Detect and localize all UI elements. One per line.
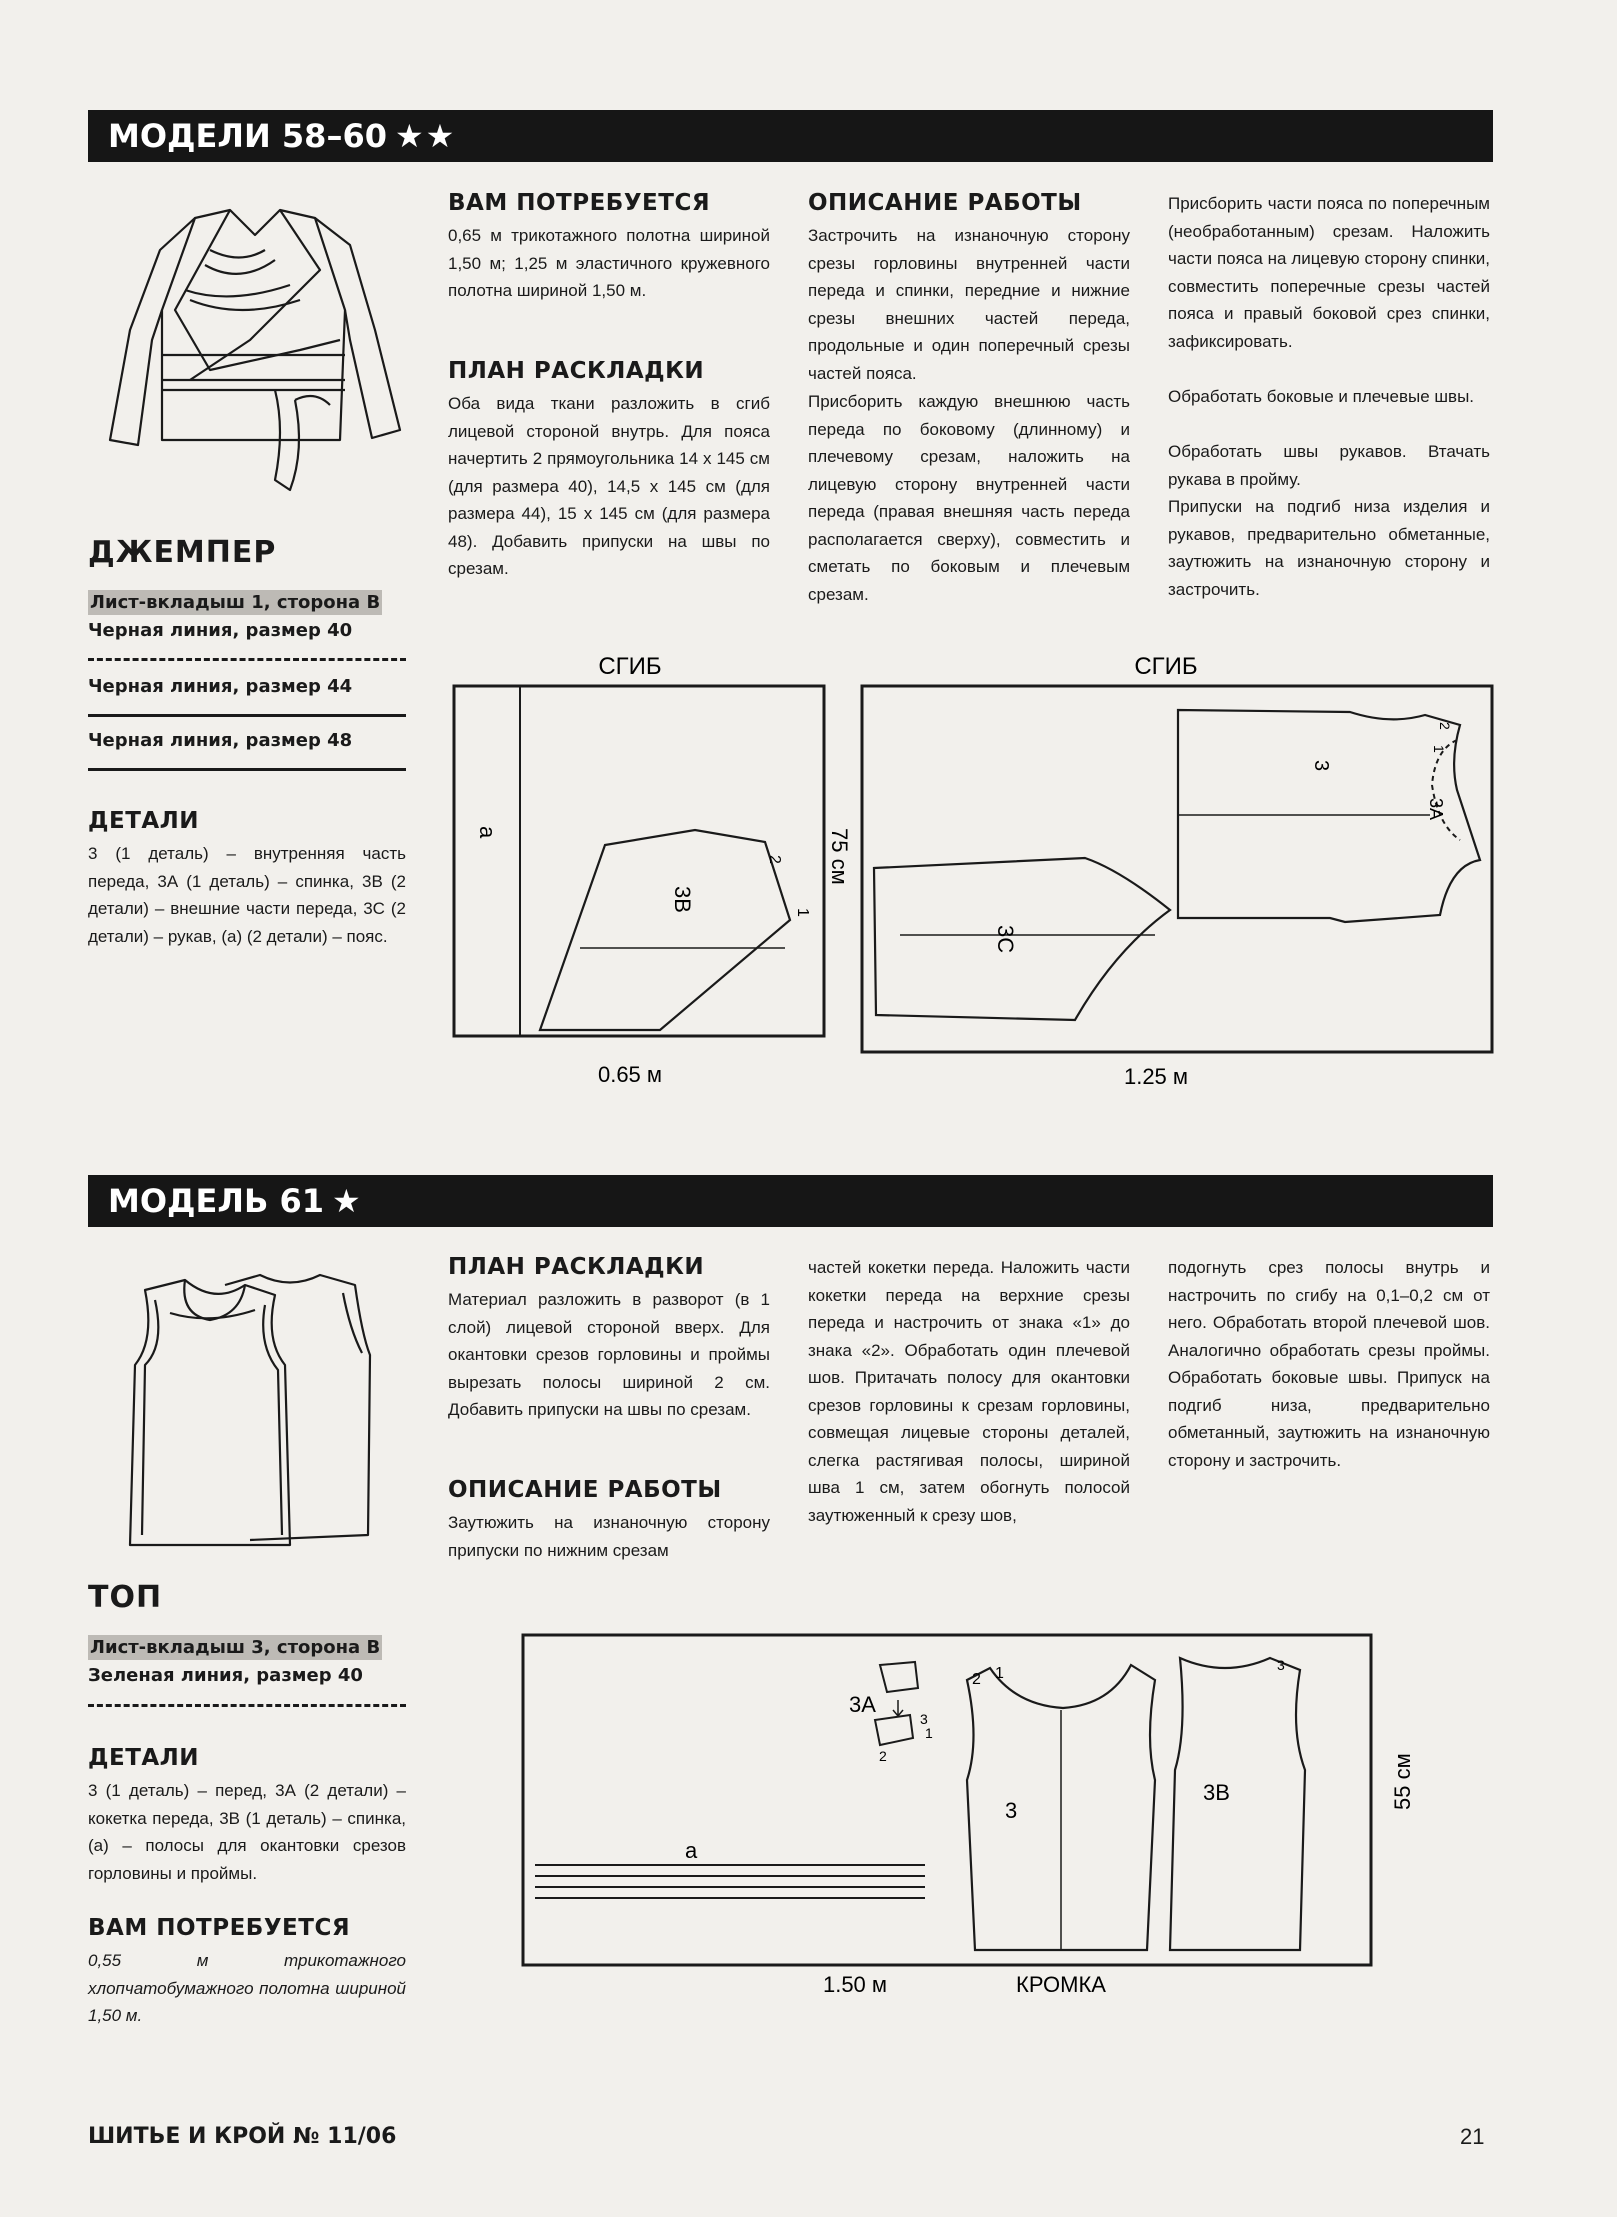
- piece-3c-label: 3С: [993, 925, 1018, 954]
- section-banner-model-61: [88, 1175, 1493, 1227]
- col4-text: подогнуть срез полосы внутрь и настрочить по сгибу на 0,1–0,2 см от него. Обработать второй плечевой шов. Аналогично обработать срезы проймы. Обработать боковые швы. Припуск на подгиб низа, предварительно обметанный, заутюжить на изнаночную сторону и застрочить.: [1168, 1258, 1490, 1470]
- notch-1: 1: [995, 1665, 1004, 1682]
- work-text: Заутюжить на изнаночную сторону припуски по нижним срезам: [448, 1513, 770, 1560]
- piece-a-label: а: [685, 1838, 698, 1863]
- page-number: 21: [1460, 2124, 1485, 2149]
- plan-text: Оба вида ткани разложить в сгиб лицевой стороной внутрь. Для пояса начертить 2 прямоугольника 14 x 145 см (для размера 40), 14,5 x 145 см (для размера 44), 15 x 145 см (для размера 48). Добавить припуски на швы по срезам.: [448, 394, 770, 578]
- layout-diagram-jersey: [440, 650, 860, 1100]
- size-line-48-label: Черная линия, размер 48: [88, 730, 353, 751]
- details-heading: ДЕТАЛИ: [88, 808, 200, 834]
- difficulty-stars: ★★: [394, 117, 457, 155]
- work-heading: ОПИСАНИЕ РАБОТЫ: [448, 1477, 722, 1503]
- magazine-footer: ШИТЬЕ И КРОЙ № 11/06: [88, 2124, 397, 2149]
- col4-p2: Обработать боковые и плечевые швы.: [1168, 387, 1475, 406]
- layout-diagram-top: [515, 1620, 1475, 2010]
- fold-label: СГИБ: [1134, 653, 1198, 680]
- size-line-44-label: Черная линия, размер 44: [88, 676, 353, 697]
- size-line-40-label: Черная линия, размер 40: [88, 620, 353, 641]
- sheet-label: [88, 1635, 382, 1660]
- size-line-40-label: Зеленая линия, размер 40: [88, 1665, 363, 1686]
- piece-3a-label: 3А: [1426, 798, 1446, 821]
- sheet-text: Лист-вкладыш 1, сторона В: [90, 592, 381, 613]
- need-heading: ВАМ ПОТРЕБУЕТСЯ: [88, 1915, 351, 1941]
- need-heading: ВАМ ПОТРЕБУЕТСЯ: [448, 190, 711, 216]
- sheet-text: Лист-вкладыш 3, сторона В: [90, 1637, 381, 1658]
- notch-3: 3: [1277, 1657, 1285, 1673]
- layout-diagram-lace: [860, 650, 1500, 1100]
- size-40-line-sample: [88, 658, 406, 661]
- col4-p3: Обработать швы рукавов. Втачать рукава в пройму.: [1168, 442, 1490, 489]
- work-heading: ОПИСАНИЕ РАБОТЫ: [808, 190, 1082, 216]
- piece-3b-label: 3В: [670, 886, 695, 913]
- selvage-label: КРОМКА: [1016, 1972, 1106, 1997]
- size-48-line-sample: [88, 768, 406, 771]
- difficulty-stars: ★: [332, 1182, 363, 1220]
- notch-1: 1: [794, 908, 811, 917]
- plan-heading: ПЛАН РАСКЛАДКИ: [448, 358, 705, 384]
- plan-heading: ПЛАН РАСКЛАДКИ: [448, 1254, 705, 1280]
- details-text: 3 (1 деталь) – внутренняя часть переда, 3А (1 деталь) – спинка, 3В (2 детали) – внешние части переда, 3С (2 детали) – рукав, (а) (2 детали) – пояс.: [88, 844, 406, 946]
- piece-a-label: а: [475, 826, 500, 839]
- jumper-illustration: [100, 190, 410, 530]
- sheet-label: [88, 590, 382, 615]
- height-label: 55 см: [1390, 1753, 1415, 1810]
- top-illustration: [100, 1245, 400, 1555]
- width-label: 1.50 м: [822, 1972, 888, 1997]
- width-label: 1.25 м: [1123, 1064, 1189, 1089]
- height-label: 75 см: [827, 828, 852, 885]
- size-40-line-sample: [88, 1704, 406, 1707]
- details-heading: ДЕТАЛИ: [88, 1745, 200, 1771]
- piece-3b-label: 3В: [1203, 1780, 1230, 1805]
- banner-title: МОДЕЛЬ 61: [108, 1182, 325, 1220]
- notch-2: 2: [972, 1671, 981, 1688]
- notch-1: 1: [1431, 745, 1447, 753]
- section-banner-models-58-60: [88, 110, 1493, 162]
- banner-title: МОДЕЛИ 58–60: [108, 117, 387, 155]
- size-44-line-sample: [88, 714, 406, 717]
- fold-label: СГИБ: [598, 653, 662, 680]
- notch-3: 3: [920, 1711, 928, 1727]
- col4-p1: Присборить части пояса по поперечным (необработанным) срезам. Наложить части пояса на лицевую сторону спинки, совместить поперечные срезы частей пояса и правый боковой срез спинки, зафиксировать.: [1168, 194, 1490, 351]
- plan-text: Материал разложить в разворот (в 1 слой) лицевой стороной вверх. Для окантовки срезов горловины и проймы вырезать полосы шириной 2 см. Добавить припуски на швы по срезам.: [448, 1290, 770, 1419]
- need-text: 0,65 м трикотажного полотна шириной 1,50 м; 1,25 м эластичного кружевного полотна шириной 1,50 м.: [448, 226, 770, 300]
- work-text-1: Застрочить на изнаночную сторону срезы горловины внутренней части переда и спинки, передние и нижние срезы внешних частей переда, продольные и один поперечный срезы частей пояса.: [808, 226, 1130, 383]
- piece-3-label: 3: [1005, 1798, 1018, 1823]
- piece-3a-label: 3А: [849, 1692, 876, 1717]
- need-text: 0,55 м трикотажного хлопчатобумажного полотна шириной 1,50 м.: [88, 1951, 406, 2025]
- piece-3-label: 3: [1310, 760, 1332, 772]
- work-text-2: Присборить каждую внешнюю часть переда по боковому (длинному) и плечевому срезам, наложить на лицевую сторону внутренней части переда (правая внешняя часть переда располагается сверху), совместить и сметать по боковым и плечевым срезам.: [808, 392, 1130, 604]
- garment-title: ТОП: [88, 1580, 163, 1615]
- details-text: 3 (1 деталь) – перед, 3А (2 детали) – кокетка переда, 3В (1 деталь) – спинка, (а) – полосы для окантовки срезов горловины и проймы.: [88, 1781, 406, 1883]
- notch-1: 1: [925, 1725, 933, 1741]
- notch-2: 2: [1437, 722, 1453, 730]
- notch-2: 2: [879, 1748, 887, 1764]
- garment-title: ДЖЕМПЕР: [88, 535, 277, 570]
- width-label: 0.65 м: [597, 1062, 663, 1087]
- col4-p4: Припуски на подгиб низа изделия и рукавов, предварительно обметанные, заутюжить на изнаночную сторону и застрочить.: [1168, 497, 1490, 599]
- notch-2: 2: [766, 855, 783, 864]
- col3-text: частей кокетки переда. Наложить части кокетки переда на верхние срезы переда и настрочить от знака «1» до знака «2». Обработать один плечевой шов. Притачать полосу для окантовки срезов горловины к срезам горловины, совмещая лицевые стороны деталей, слегка растягивая полосы, шириной шва 1 см, затем обогнуть полосой заутюженный к срезу шов,: [808, 1258, 1130, 1525]
